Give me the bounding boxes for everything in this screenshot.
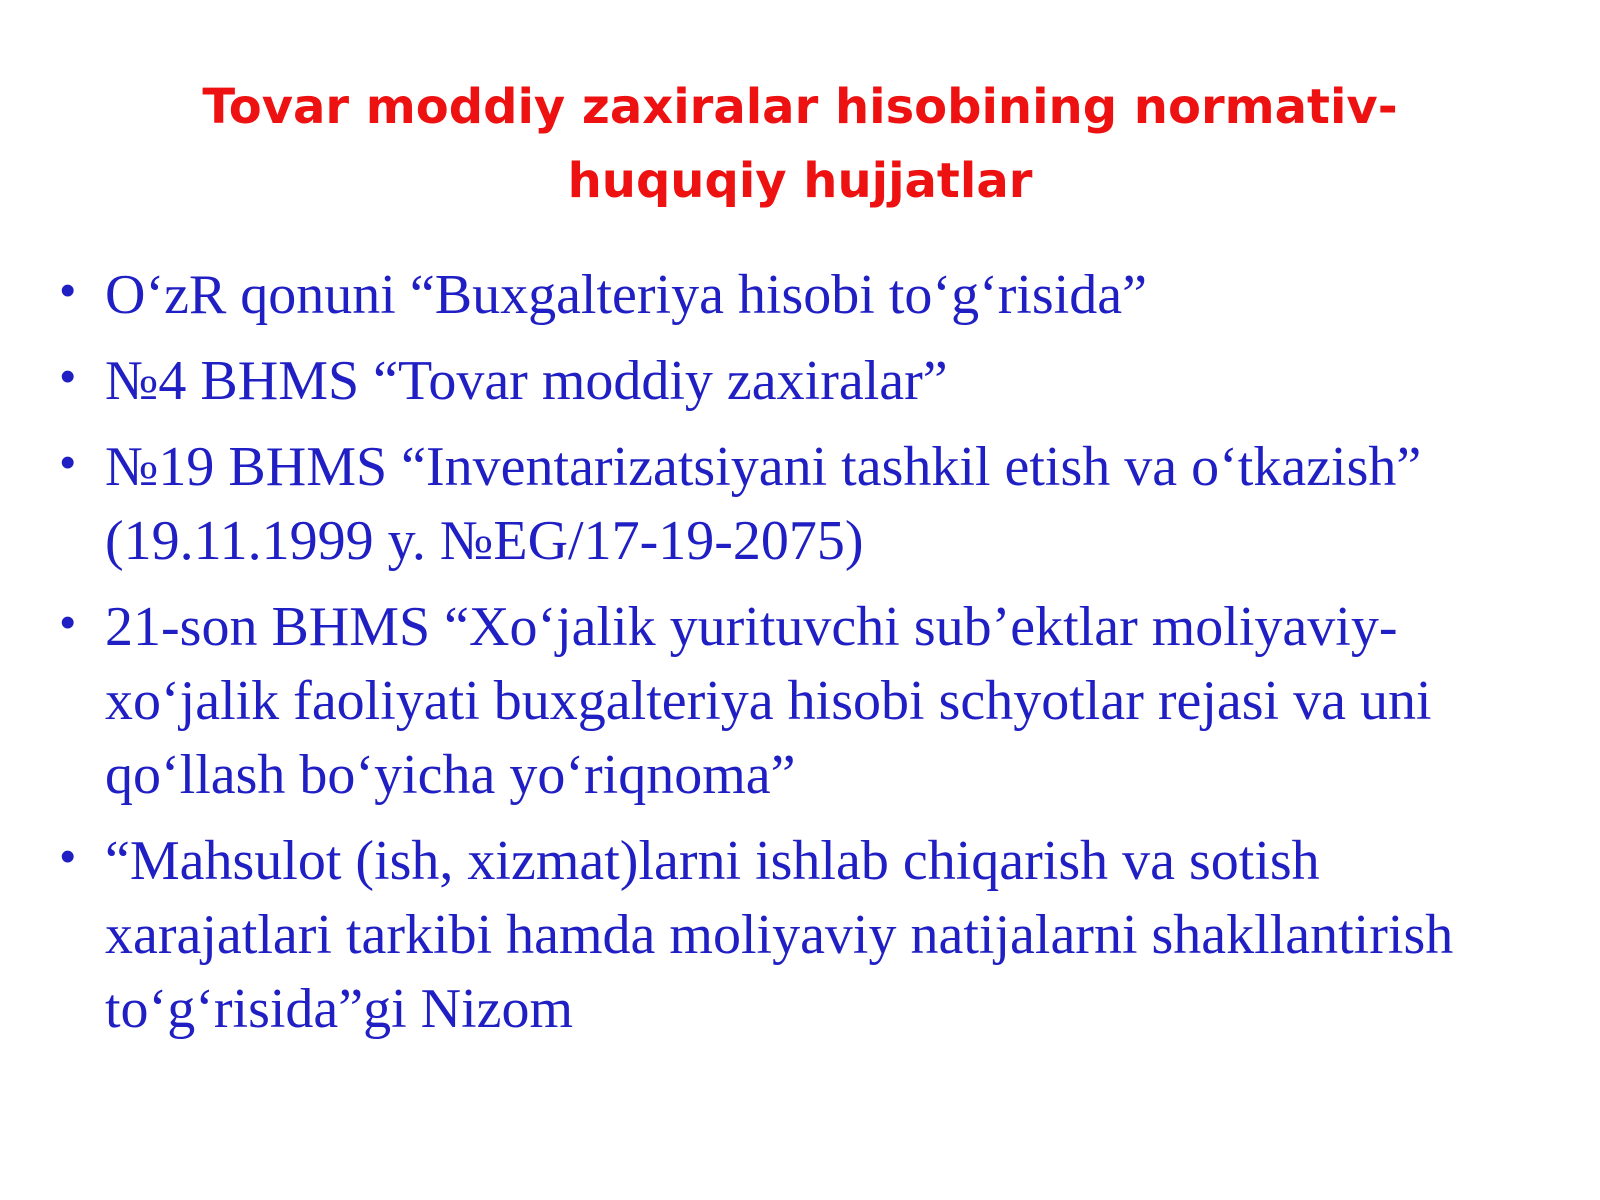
list-item [60,258,1560,332]
list-item-text: №19 BHMS “Inventarizatsiyani tashkil etish va o‘tkazish” (19.11.1999 y. №EG/17-19-2075) [105,436,1422,572]
list-item-text: O‘zR qonuni “Buxgalteriya hisobi to‘g‘risida” [105,264,1147,326]
list-item [60,430,1560,578]
list-item-text: №4 BHMS “Tovar moddiy zaxiralar” [105,350,948,412]
slide-title: Tovar moddiy zaxiralar hisobining normativ-huquqiy hujjatlar [202,79,1398,209]
bullet-icon: • [60,266,76,315]
bullet-icon: • [60,832,76,881]
bullet-list [60,258,1560,1058]
bullet-icon: • [60,598,76,647]
bullet-icon: • [60,352,76,401]
bullet-icon: • [60,438,76,487]
list-item [60,824,1560,1046]
list-item [60,344,1560,418]
list-item-text: “Mahsulot (ish, xizmat)larni ishlab chiqarish va sotish xarajatlari tarkibi hamda moliyaviy natijalarni shakllantirish to‘g‘risida”gi Nizom [105,830,1454,1040]
list-item [60,590,1560,812]
list-item-text: 21-son BHMS “Xo‘jalik yurituvchi sub’ektlar moliyaviy-xo‘jalik faoliyati buxgalteriya hisobi schyotlar rejasi va uni qo‘llash bo‘yicha yo‘riqnoma” [105,596,1432,806]
